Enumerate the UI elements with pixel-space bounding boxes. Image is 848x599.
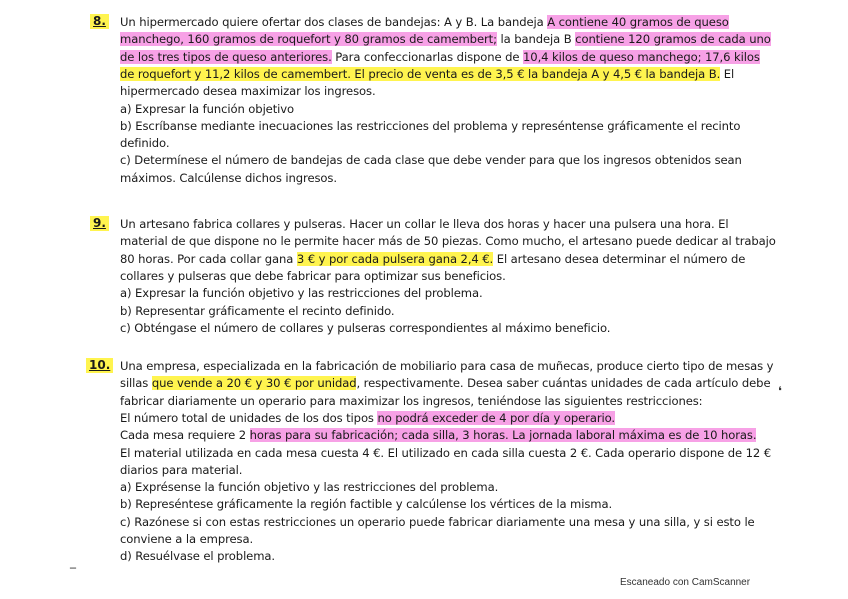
text-segment: 80 horas. Por cada collar gana bbox=[120, 251, 297, 266]
text-line bbox=[120, 14, 729, 30]
text-line bbox=[120, 31, 771, 47]
highlighted-text: A contiene 40 gramos de queso bbox=[547, 15, 729, 29]
text-line bbox=[120, 216, 728, 232]
text-segment: El material utilizada en cada mesa cuesta 4 €. El utilizado en cada silla cuesta 2 €. Cada operario dispone de 12 € bbox=[120, 445, 772, 460]
scan-mark: ❛ bbox=[778, 384, 782, 398]
highlighted-text: 10,4 kilos de queso manchego; 17,6 kilos bbox=[523, 49, 760, 64]
text-line bbox=[120, 427, 756, 443]
camscanner-watermark: Escaneado con CamScanner bbox=[620, 577, 751, 588]
text-segment: a) Exprésense la función objetivo y las restricciones del problema. bbox=[120, 480, 499, 495]
text-segment: b) Representar gráficamente el recinto definido. bbox=[120, 303, 395, 318]
text-line bbox=[120, 118, 740, 134]
text-segment: fabricar diariamente un operario para maximizar los ingresos, teniéndose las siguientes restricciones: bbox=[120, 393, 703, 408]
text-segment: máximos. Calcúlense dichos ingresos. bbox=[120, 170, 337, 185]
text-segment: collares y pulseras que debe fabricar para optimizar sus beneficios. bbox=[120, 268, 506, 283]
scan-mark: ‾ bbox=[70, 566, 76, 580]
text-segment: c) Determínese el número de bandejas de cada clase que debe vender para que los ingresos obtenidos sean bbox=[120, 153, 742, 168]
text-line bbox=[120, 462, 242, 478]
text-segment: b) Escríbanse mediante inecuaciones las restricciones del problema y represéntense gráficamente el recinto bbox=[120, 118, 741, 133]
text-segment: a) Expresar la función objetivo bbox=[120, 101, 295, 116]
text-segment: El número total de unidades de los dos tipos bbox=[120, 410, 378, 425]
text-segment: Un artesano fabrica collares y pulseras. Hacer un collar le lleva dos horas y hacer una pulsera una hora. El bbox=[120, 217, 729, 231]
text-segment: sillas bbox=[120, 376, 152, 391]
text-segment: c) Razónese si con estas restricciones un operario puede fabricar diariamente una mesa y una silla, y si esto le bbox=[120, 514, 755, 529]
text-line bbox=[120, 303, 394, 319]
text-segment: El bbox=[720, 66, 735, 81]
text-line bbox=[120, 49, 760, 65]
highlighted-text: contiene 120 gramos de cada uno bbox=[575, 32, 771, 47]
text-line bbox=[120, 479, 498, 495]
text-line bbox=[120, 320, 610, 336]
highlighted-text: no podrá exceder de 4 por día y operario. bbox=[377, 410, 615, 425]
text-segment: conviene a la empresa. bbox=[120, 532, 254, 546]
text-line bbox=[120, 135, 169, 151]
text-line bbox=[120, 393, 702, 409]
text-line bbox=[120, 170, 337, 186]
text-line bbox=[120, 445, 771, 461]
highlighted-text: horas para su fabricación; cada silla, 3 horas. La jornada laboral máxima es de 10 horas. bbox=[249, 428, 757, 443]
highlighted-text: que vende a 20 € y 30 € por unidad bbox=[151, 376, 357, 391]
highlighted-text: de los tres tipos de queso anteriores. bbox=[120, 49, 332, 64]
text-segment: Un hipermercado quiere ofertar dos clases de bandejas: A y B. La bandeja bbox=[120, 15, 548, 29]
text-segment: a) Expresar la función objetivo y las restricciones del problema. bbox=[120, 286, 483, 301]
text-line bbox=[120, 514, 755, 530]
text-line bbox=[120, 251, 745, 267]
text-segment: Para confeccionarlas dispone de bbox=[331, 49, 524, 64]
text-line bbox=[120, 152, 742, 168]
problem-number: 9. bbox=[90, 216, 109, 231]
text-segment: c) Obténgase el número de collares y pulseras correspondientes al máximo beneficio. bbox=[120, 320, 611, 335]
text-segment: El artesano desea determinar el número de bbox=[493, 251, 746, 266]
text-line bbox=[120, 548, 275, 564]
text-line bbox=[120, 268, 506, 284]
text-line bbox=[120, 83, 376, 99]
problem-number: 10. bbox=[86, 358, 113, 373]
text-segment: diarios para material. bbox=[120, 462, 243, 477]
text-segment: la bandeja B bbox=[496, 32, 576, 47]
highlighted-text: manchego, 160 gramos de roquefort y 80 gramos de camembert; bbox=[120, 32, 497, 47]
text-line bbox=[120, 101, 294, 117]
text-segment: material de que dispone no le permite hacer más de 50 piezas. Como mucho, el artesano puede dedicar al trabajo bbox=[120, 234, 776, 249]
text-line bbox=[120, 410, 615, 426]
text-segment: , respectivamente. Desea saber cuántas unidades de cada artículo debe bbox=[356, 376, 771, 391]
text-line bbox=[120, 496, 612, 512]
highlighted-text: de roquefort y 11,2 kilos de camembert. bbox=[120, 66, 351, 81]
text-segment: d) Resuélvase el problema. bbox=[120, 549, 276, 564]
text-line bbox=[120, 285, 483, 301]
highlighted-text: El precio de venta es de 3,5 € la bandeja A y 4,5 € la bandeja B. bbox=[350, 66, 721, 81]
text-line bbox=[120, 375, 770, 391]
text-segment: Cada mesa requiere 2 bbox=[120, 428, 250, 443]
text-segment: definido. bbox=[120, 136, 170, 151]
highlighted-text: 3 € y por cada pulsera gana 2,4 €. bbox=[296, 251, 494, 266]
text-line bbox=[120, 66, 734, 82]
text-line bbox=[120, 358, 773, 374]
text-segment: hipermercado desea maximizar los ingresos. bbox=[120, 84, 376, 99]
text-segment: b) Represéntese gráficamente la región factible y calcúlense los vértices de la misma. bbox=[120, 497, 613, 512]
text-segment: Una empresa, especializada en la fabricación de mobiliario para casa de muñecas, produce cierto tipo de mesas y bbox=[120, 359, 774, 373]
text-line bbox=[120, 531, 253, 547]
problem-number: 8. bbox=[90, 14, 109, 29]
text-line bbox=[120, 233, 776, 249]
